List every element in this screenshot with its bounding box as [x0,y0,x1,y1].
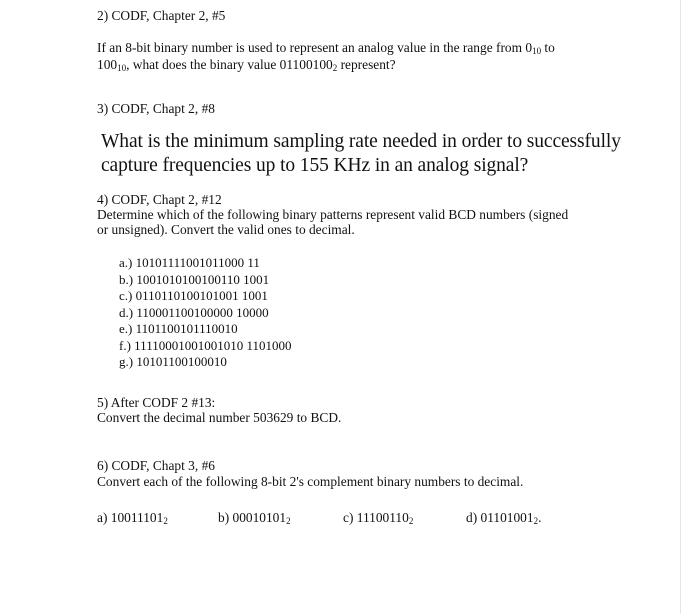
q4-option-e: e.) 1101100101110010 [119,321,238,336]
q4-option-f: f.) 11110001001001010 1101000 [119,337,292,353]
q6-header: 6) CODF, Chapt 3, #6 [97,458,215,473]
q5-header: 5) After CODF 2 #13: [97,395,216,410]
q6-item-c: c) $11100110_2$ [343,510,414,526]
q2-line-2: $100_{10}$, what does the binary value $01100100_2$ represent? [97,57,396,73]
page-edge-divider [680,0,681,614]
q4-option-a: a.) 10101111001011000 11 [119,255,260,270]
q6-line-1: Convert each of the following 8-bit 2's complement binary numbers to decimal. [97,474,524,489]
q4-line-1: Determine which of the following binary patterns represent valid BCD numbers (signed [97,207,569,222]
q4-option-c: c.) 0110110100101001 1001 [119,288,268,303]
q3-line-1: What is the minimum sampling rate needed in order to successfully [101,131,621,152]
q6-item-d: d) $01101001_2$. [466,510,542,526]
q2-header: 2) CODF, Chapter 2, #5 [97,8,226,23]
q3-header: 3) CODF, Chapt 2, #8 [97,101,215,116]
q4-header: 4) CODF, Chapt 2, #12 [97,192,222,207]
q3-line-2: capture frequencies up to 155 KHz in an analog signal? [101,155,529,176]
q2-line-1: If an 8-bit binary number is used to represent an analog value in the range from $0_{10}$ to [97,40,555,56]
q4-option-d: d.) 110001100100000 10000 [119,304,269,320]
q4-line-2: or unsigned). Convert the valid ones to decimal. [97,222,355,237]
q4-option-b: b.) 1001010100100110 1001 [119,271,270,287]
q6-item-a: a) $10011101_2$ [97,510,168,526]
q6-item-b: b) $00010101_2$ [218,510,291,526]
q5-line-1: Convert the decimal number 503629 to BCD. [97,410,342,425]
q4-option-g: g.) 10101100100010 [119,354,227,369]
